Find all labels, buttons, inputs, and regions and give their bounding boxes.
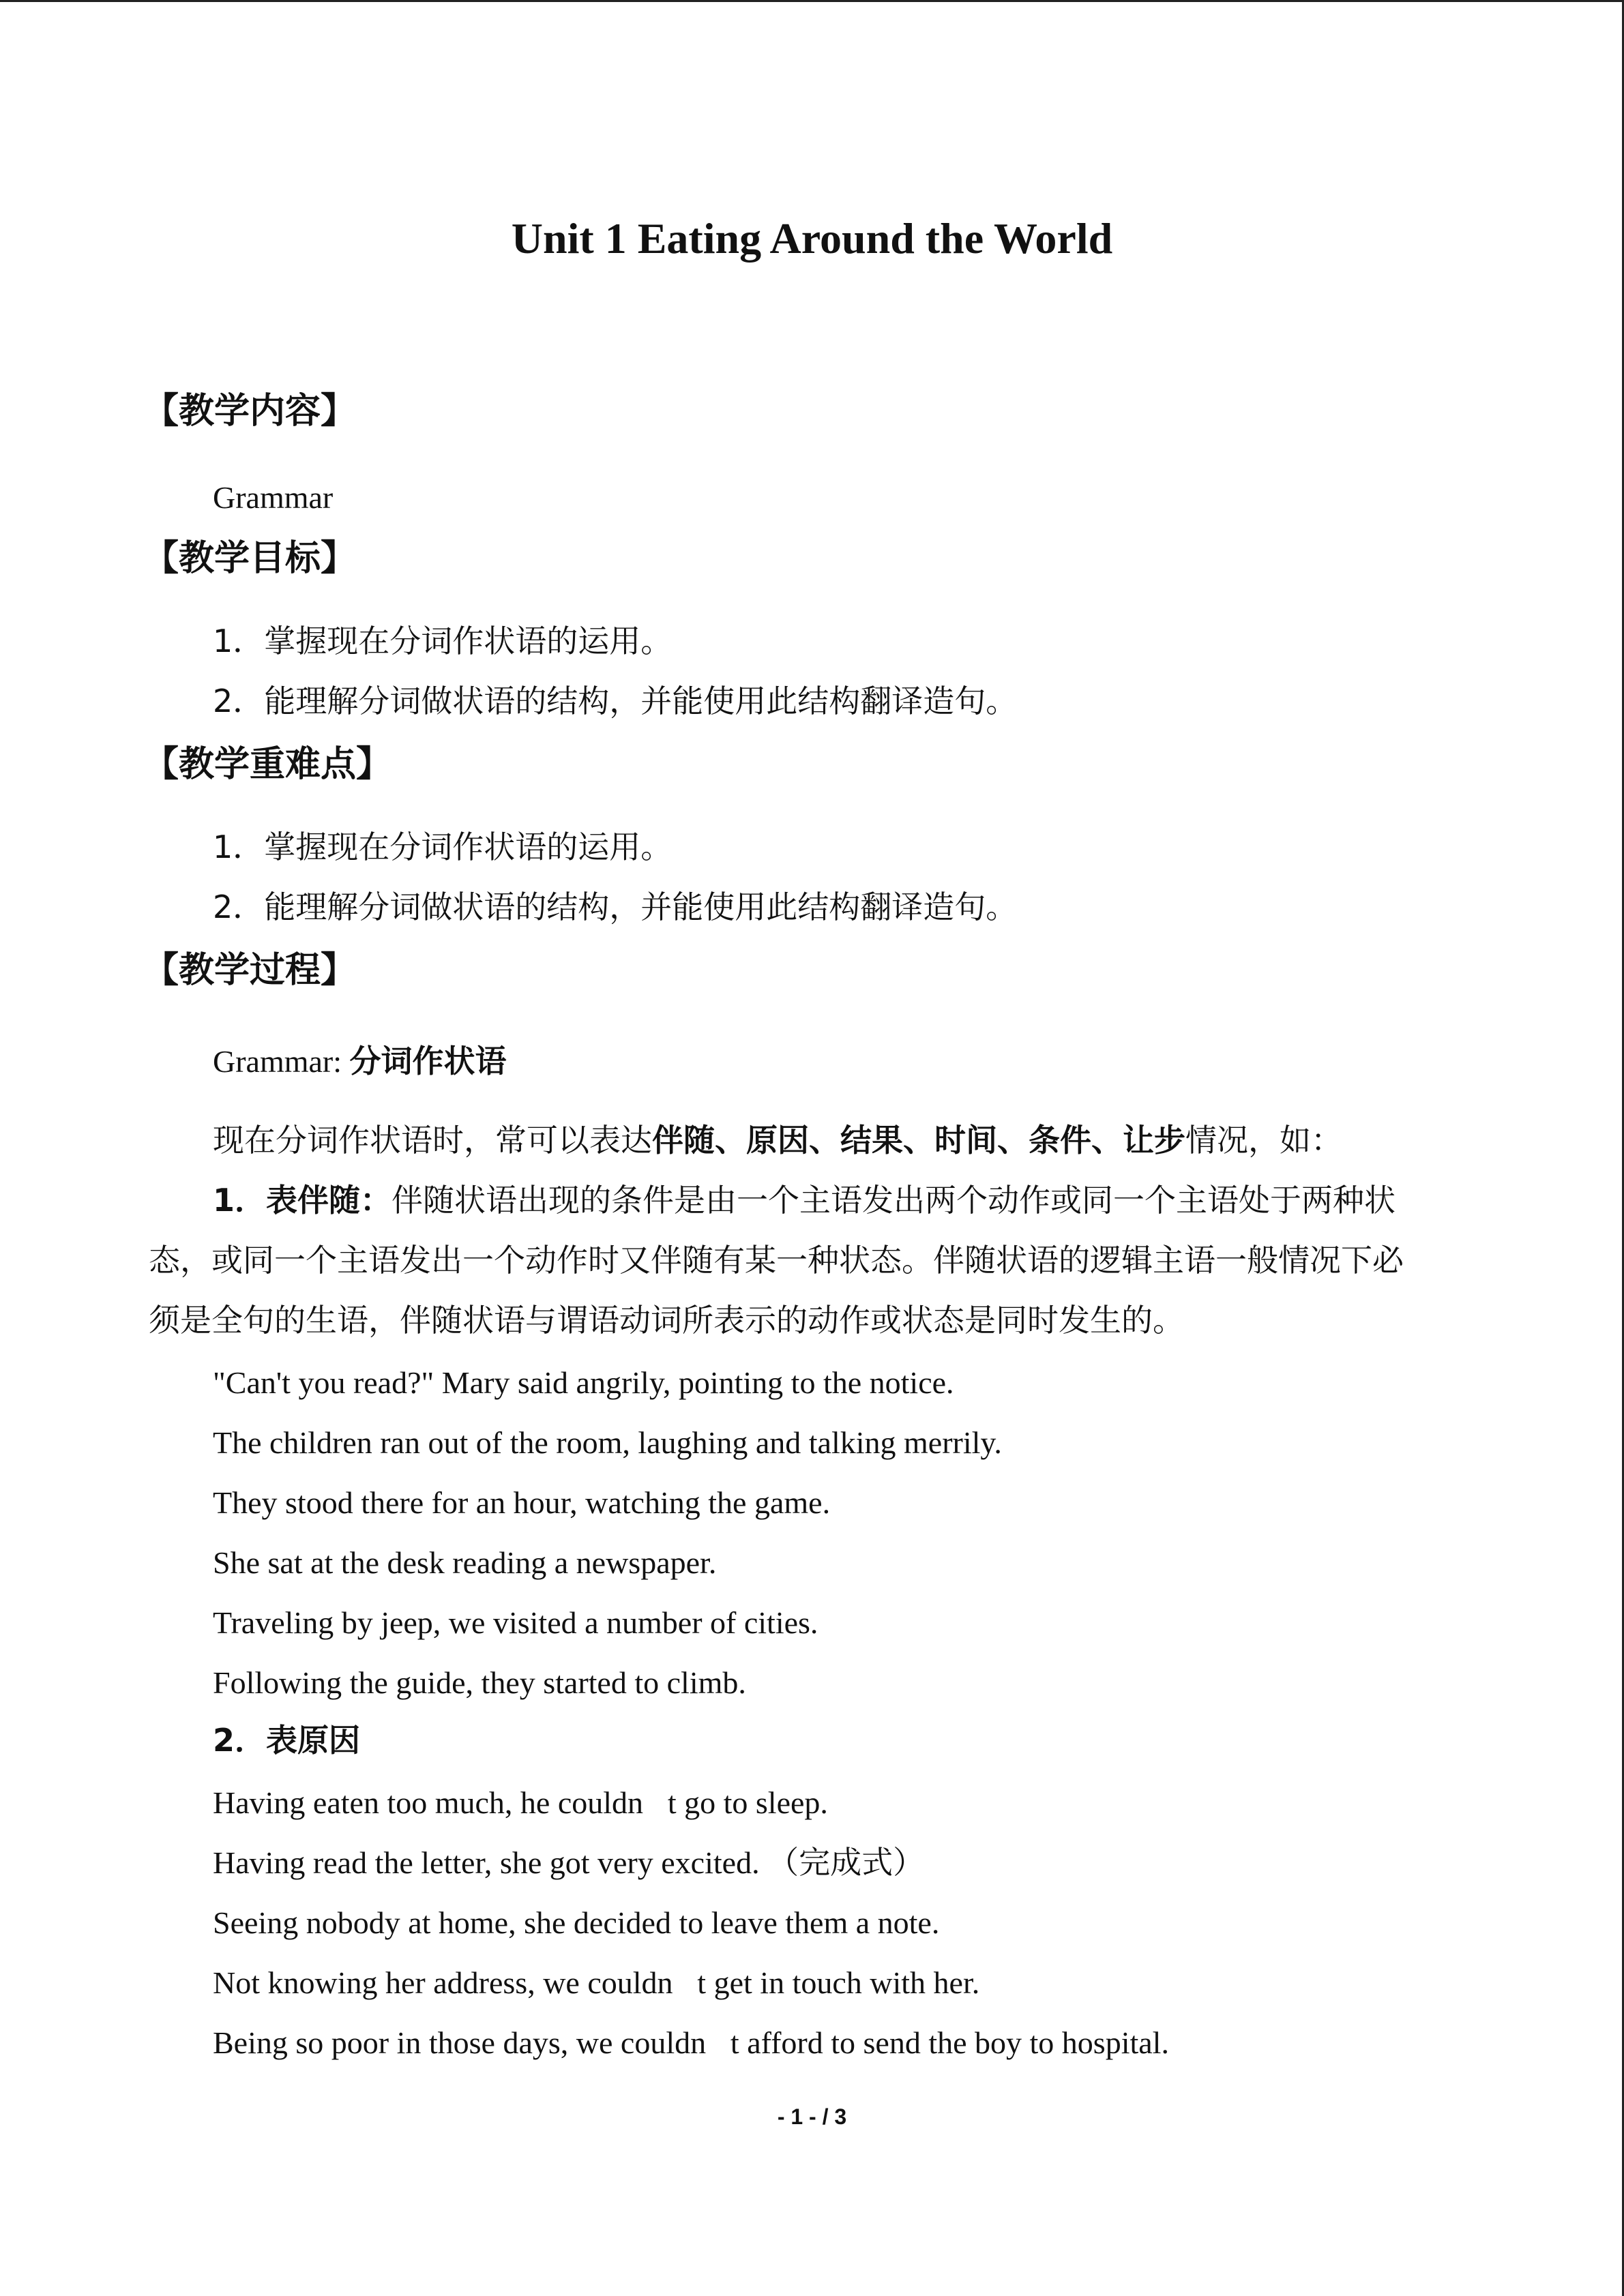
example-line: Not knowing her address, we couldn t get in touch with her. — [213, 1965, 980, 2000]
grammar-topic: 分词作状语 — [349, 1043, 507, 1079]
top-border — [0, 0, 1624, 2]
key-point-item-1: 1．掌握现在分词作状语的运用。 — [213, 829, 673, 865]
section-heading-key-points: 【教学重难点】 — [143, 744, 392, 785]
example-line: Following the guide, they started to climb. — [213, 1665, 746, 1700]
grammar-label: Grammar: — [213, 1044, 342, 1079]
example-line: Seeing nobody at home, she decided to leave them a note. — [213, 1905, 940, 1940]
example-line: She sat at the desk reading a newspaper. — [213, 1545, 717, 1580]
section-heading-process: 【教学过程】 — [143, 950, 357, 991]
document-title: Unit 1 Eating Around the World — [511, 214, 1113, 263]
point1-text-1: 伴随状语出现的条件是由一个主语发出两个动作或同一个主语处于两种状 — [392, 1182, 1396, 1219]
page-number: - 1 - / 3 — [777, 2104, 847, 2129]
objective-item-2: 2．能理解分词做状语的结构，并能使用此结构翻译造句。 — [213, 683, 1018, 719]
point1-line-3: 须是全句的生语，伴随状语与谓语动词所表示的动作或状态是同时发生的。 — [149, 1302, 1184, 1339]
intro-prefix: 现在分词作状语时，常可以表达 — [213, 1122, 652, 1159]
section-heading-content: 【教学内容】 — [143, 391, 357, 432]
intro-suffix: 情况，如： — [1185, 1122, 1342, 1159]
example-line: Having read the letter, she got very excited. （完成式） — [213, 1845, 925, 1880]
example-line: Having eaten too much, he couldn t go to sleep. — [213, 1785, 828, 1820]
point1-line-1 — [213, 1180, 1396, 1221]
example-line: Being so poor in those days, we couldn t afford to send the boy to hospital. — [213, 2025, 1169, 2060]
section-heading-objectives: 【教学目标】 — [143, 538, 357, 579]
point1-line-2: 态，或同一个主语发出一个动作时又伴随有某一种状态。伴随状语的逻辑主语一般情况下必 — [149, 1242, 1404, 1279]
example-line: The children ran out of the room, laughing and talking merrily. — [213, 1425, 1002, 1460]
grammar-line — [213, 1041, 507, 1082]
intro-paragraph — [213, 1120, 1342, 1161]
point1-label: 1．表伴随： — [213, 1182, 392, 1219]
example-line: Traveling by jeep, we visited a number of cities. — [213, 1605, 818, 1640]
intro-bold: 伴随、原因、结果、时间、条件、让步 — [652, 1122, 1185, 1159]
example-line: They stood there for an hour, watching the game. — [213, 1485, 831, 1520]
key-point-item-2: 2．能理解分词做状语的结构，并能使用此结构翻译造句。 — [213, 889, 1018, 925]
example-line: "Can't you read?" Mary said angrily, pointing to the notice. — [213, 1365, 954, 1400]
content-item: Grammar — [213, 480, 334, 515]
point2-label: 2．表原因 — [213, 1722, 361, 1759]
objective-item-1: 1．掌握现在分词作状语的运用。 — [213, 623, 673, 659]
